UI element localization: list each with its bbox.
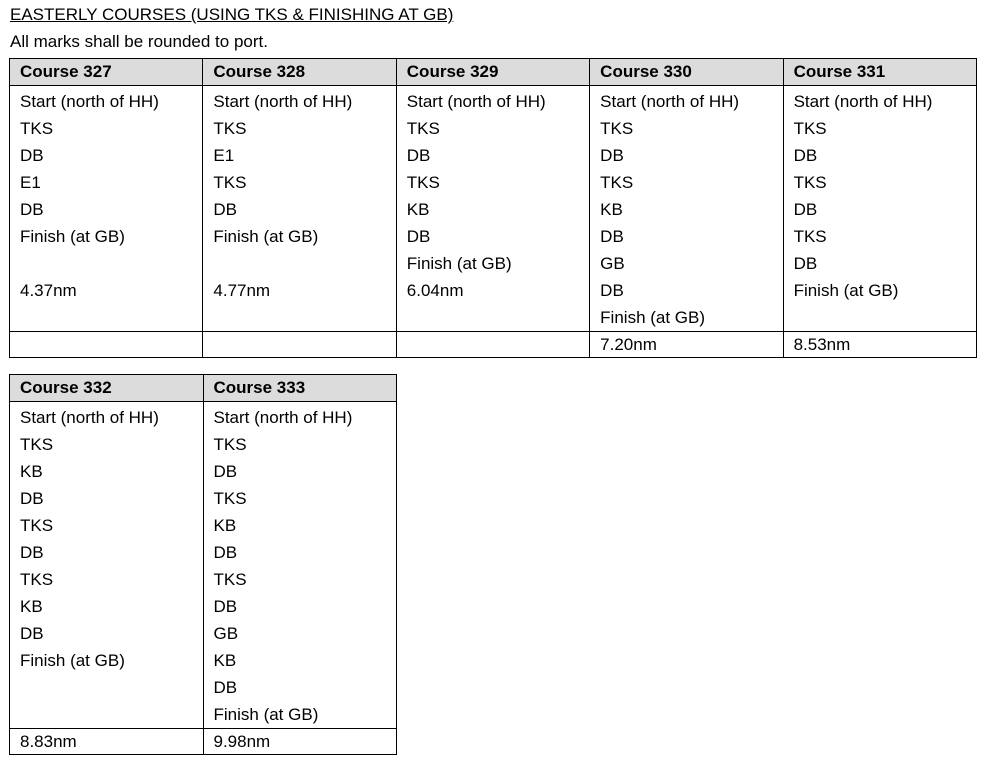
course-mark: TKS: [20, 516, 54, 535]
course-footer: [10, 332, 203, 358]
course-mark: GB: [600, 254, 625, 273]
course-mark: Finish (at GB): [213, 227, 319, 246]
course-mark: TKS: [213, 570, 247, 589]
course-header: Course 330: [590, 59, 783, 86]
course-mark: Finish (at GB): [600, 308, 706, 327]
course-distance: 9.98nm: [203, 729, 397, 755]
course-mark: TKS: [600, 173, 634, 192]
course-header: Course 327: [10, 59, 203, 86]
course-mark: E1: [20, 173, 41, 192]
course-mark: DB: [600, 281, 624, 300]
course-mark: TKS: [600, 119, 634, 138]
course-mark: DB: [793, 146, 818, 165]
course-mark: Start (north of HH): [213, 408, 353, 427]
course-header: Course 329: [396, 59, 589, 86]
course-mark: Finish (at GB): [406, 254, 512, 273]
course-mark: E1: [213, 146, 235, 165]
course-marks-cell: [203, 402, 397, 729]
course-distance: 8.53nm: [783, 332, 976, 358]
course-mark: Finish (at GB): [213, 705, 319, 724]
course-footer: [203, 332, 396, 358]
header-row: [10, 59, 977, 86]
course-mark: Finish (at GB): [20, 651, 125, 670]
course-marks-cell: [10, 402, 204, 729]
course-mark: DB: [213, 543, 238, 562]
course-mark: KB: [406, 200, 430, 219]
course-mark: DB: [20, 200, 44, 219]
course-mark: TKS: [213, 435, 247, 454]
course-mark: Start (north of HH): [20, 92, 159, 111]
course-distance: 7.20nm: [590, 332, 783, 358]
course-mark: DB: [20, 543, 44, 562]
course-mark: DB: [406, 227, 431, 246]
course-mark: DB: [600, 146, 624, 165]
courses-table-1: [9, 58, 977, 358]
course-header: Course 332: [10, 375, 204, 402]
marks-row: [10, 402, 397, 729]
marks-row: [10, 86, 977, 332]
course-mark: 4.77nm: [213, 281, 271, 300]
courses-table-2: [9, 374, 397, 755]
course-mark: Finish (at GB): [793, 281, 899, 300]
course-marks-cell: [783, 86, 976, 332]
course-mark: KB: [600, 200, 623, 219]
course-mark: DB: [213, 678, 238, 697]
page-heading: EASTERLY COURSES (USING TKS & FINISHING AT GB): [10, 5, 454, 24]
course-mark: Finish (at GB): [20, 227, 125, 246]
course-marks-cell: [396, 86, 589, 332]
course-mark: KB: [20, 597, 43, 616]
course-mark: Start (north of HH): [793, 92, 933, 111]
footer-row: [10, 332, 977, 358]
course-mark: KB: [213, 516, 237, 535]
course-mark: Start (north of HH): [600, 92, 740, 111]
header-row: [10, 375, 397, 402]
course-mark: TKS: [793, 173, 827, 192]
course-mark: [20, 250, 202, 277]
course-mark: DB: [213, 462, 238, 481]
course-mark: GB: [213, 624, 239, 643]
course-mark: [213, 250, 395, 277]
course-mark: Start (north of HH): [213, 92, 353, 111]
course-mark: TKS: [406, 173, 440, 192]
course-mark: 6.04nm: [406, 281, 464, 300]
course-marks-cell: [203, 86, 396, 332]
course-mark: DB: [406, 146, 431, 165]
course-mark: Start (north of HH): [406, 92, 546, 111]
course-marks-cell: [10, 86, 203, 332]
course-mark: 4.37nm: [20, 281, 77, 300]
course-mark: TKS: [20, 119, 54, 138]
course-mark: DB: [20, 146, 44, 165]
footer-row: [10, 729, 397, 755]
course-distance: 8.83nm: [10, 729, 204, 755]
course-footer: [396, 332, 589, 358]
course-mark: TKS: [213, 173, 247, 192]
course-mark: TKS: [20, 435, 54, 454]
course-mark: KB: [20, 462, 43, 481]
course-marks-cell: [590, 86, 783, 332]
course-header: Course 328: [203, 59, 396, 86]
rounding-note: All marks shall be rounded to port.: [10, 32, 268, 51]
course-mark: TKS: [213, 489, 247, 508]
course-header: Course 333: [203, 375, 397, 402]
course-mark: DB: [600, 227, 624, 246]
course-mark: TKS: [406, 119, 440, 138]
course-mark: KB: [213, 651, 237, 670]
course-header: Course 331: [783, 59, 976, 86]
course-mark: DB: [213, 597, 238, 616]
course-mark: DB: [20, 624, 44, 643]
course-mark: TKS: [793, 119, 827, 138]
course-mark: DB: [793, 200, 818, 219]
course-mark: DB: [793, 254, 818, 273]
course-mark: TKS: [793, 227, 827, 246]
course-mark: TKS: [213, 119, 247, 138]
course-mark: TKS: [20, 570, 54, 589]
course-mark: DB: [20, 489, 44, 508]
course-mark: DB: [213, 200, 238, 219]
course-mark: Start (north of HH): [20, 408, 159, 427]
